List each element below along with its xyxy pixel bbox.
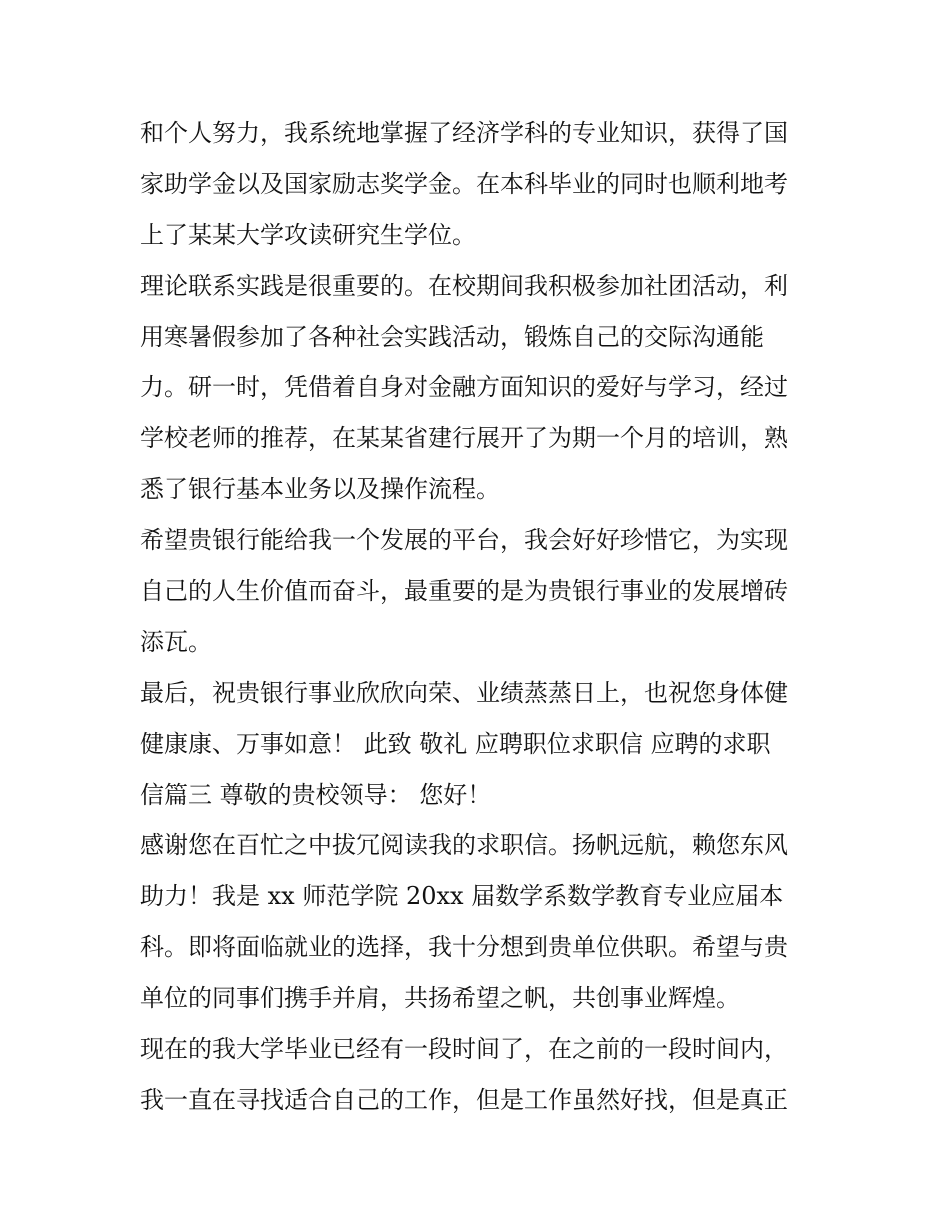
text-line: 感谢您在百忙之中拔冗阅读我的求职信。扬帆远航，赖您东风 — [140, 831, 788, 860]
text-line: 信篇三 尊敬的贵校领导： 您好！ — [140, 780, 492, 809]
text-line: 学校老师的推荐，在某某省建行展开了为期一个月的培训，熟 — [140, 424, 788, 453]
text-line: 助力！我是 xx 师范学院 20xx 届数学系数学教育专业应届本 — [140, 882, 784, 911]
document-body — [140, 108, 816, 1126]
text-line: 我一直在寻找适合自己的工作，但是工作虽然好找，但是真正 — [140, 1085, 788, 1114]
text-line: 理论联系实践是很重要的。在校期间我积极参加社团活动，利 — [140, 271, 788, 300]
text-line: 单位的同事们携手并肩，共扬希望之帆，共创事业辉煌。 — [140, 984, 740, 1013]
text-line: 现在的我大学毕业已经有一段时间了，在之前的一段时间内， — [140, 1035, 788, 1064]
text-line: 希望贵银行能给我一个发展的平台，我会好好珍惜它，为实现 — [140, 526, 788, 555]
text-line: 添瓦。 — [140, 627, 212, 656]
text-line: 和个人努力，我系统地掌握了经济学科的专业知识，获得了国 — [140, 119, 788, 147]
text-line: 自己的人生价值而奋斗，最重要的是为贵银行事业的发展增砖 — [140, 577, 788, 606]
text-line: 悉了银行基本业务以及操作流程。 — [140, 475, 500, 504]
text-line: 力。研一时，凭借着自身对金融方面知识的爱好与学习，经过 — [140, 373, 788, 402]
text-line: 用寒暑假参加了各种社会实践活动，锻炼自己的交际沟通能 — [140, 322, 764, 351]
text-line: 上了某某大学攻读研究生学位。 — [140, 220, 476, 249]
text-line: 最后，祝贵银行事业欣欣向荣、业绩蒸蒸日上，也祝您身体健 — [140, 678, 788, 707]
text-line: 家助学金以及国家励志奖学金。在本科毕业的同时也顺利地考 — [140, 169, 788, 198]
text-line: 科。即将面临就业的选择，我十分想到贵单位供职。希望与贵 — [140, 933, 788, 962]
text-line: 健康康、万事如意！ 此致 敬礼 应聘职位求职信 应聘的求职 — [140, 729, 771, 758]
